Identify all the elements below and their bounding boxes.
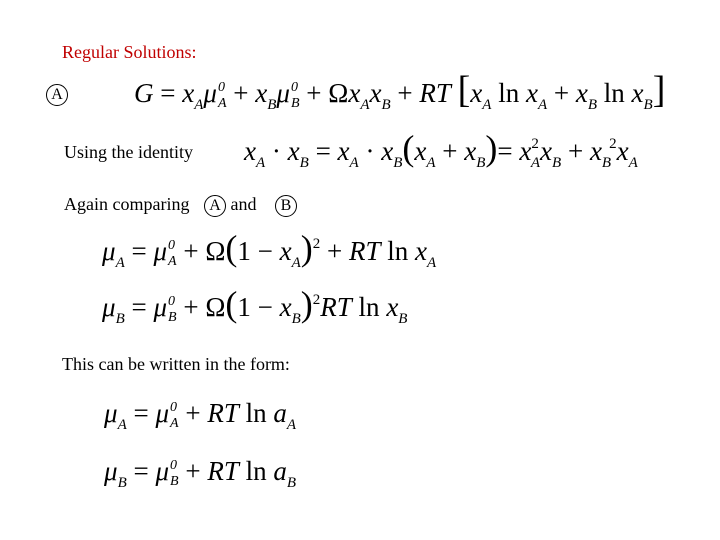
circled-label-a-ref: A <box>204 195 226 217</box>
comparing-line <box>64 194 297 217</box>
heading: Regular Solutions: <box>62 42 197 62</box>
form-text: This can be written in the form: <box>62 354 290 374</box>
and-text: and <box>230 194 257 214</box>
equation-activity-b: $\mu_B = \mu$ 0 B + RT $\ln a_B$ <box>104 456 297 491</box>
equation-label-a <box>46 84 68 106</box>
equation-mu-a: $\mu_A = \mu$ 0 A + $\Omega(1 - x_A)^2$ + RT $\ln x_A$ <box>102 228 437 271</box>
equation-identity: $x_A \cdot x_B = x_A \cdot x_B(x_A + x_B)= x^2_Ax_B + x_B^2x_A$ <box>244 128 638 171</box>
equation-mu-b: $\mu_B = \mu$ 0 B + $\Omega(1 - x_B)^2RT$ $\ln x_B$ <box>102 284 408 327</box>
circled-label-b-ref: B <box>275 195 297 217</box>
equation-activity-a: $\mu_A = \mu$ 0 A + RT $\ln a_A$ <box>104 398 297 433</box>
equation-gibbs-energy: $G = x_A\mu$ 0 A + $x_B\mu$ 0 B + $\Omega x_Ax_B$ + RT [$x_A$ $\ln x_A + x_B$ $\ln x_B$] <box>134 69 666 113</box>
identity-text: Using the identity <box>64 142 193 162</box>
circled-label-a: A <box>46 84 68 106</box>
comparing-text: Again comparing <box>64 194 190 214</box>
